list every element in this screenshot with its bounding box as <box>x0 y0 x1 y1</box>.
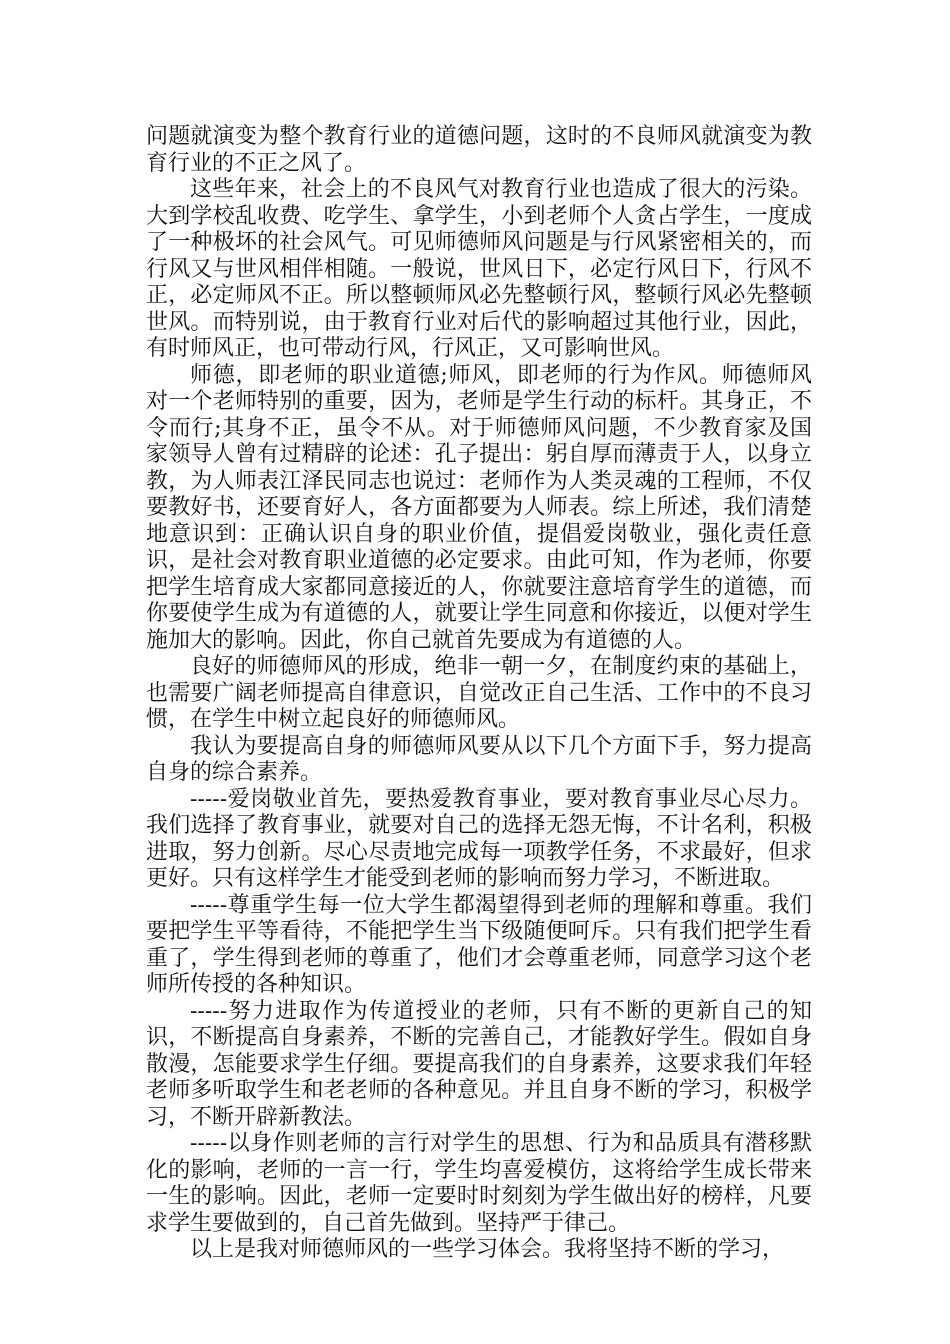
paragraph: -----尊重学生每一位大学生都渴望得到老师的理解和尊重。我们要把学生平等看待，不能把学生当下级随便呵斥。只有我们把学生看重了，学生得到老师的尊重了，他们才会尊重老师，同意学习这个老师所传授的各种知识。 <box>146 892 812 997</box>
body-text <box>146 124 812 1264</box>
paragraph: 我认为要提高自身的师德师风要从以下几个方面下手，努力提高自身的综合素养。 <box>146 733 812 785</box>
paragraph: 良好的师德师风的形成，绝非一朝一夕，在制度约束的基础上，也需要广阔老师提高自律意识，自觉改正自己生活、工作中的不良习惯，在学生中树立起良好的师德师风。 <box>146 654 812 732</box>
paragraph: -----爱岗敬业首先，要热爱教育事业，要对教育事业尽心尽力。我们选择了教育事业，就要对自己的选择无怨无悔，不计名利，积极进取，努力创新。尽心尽责地完成每一项教学任务，不求最好，但求更好。只有这样学生才能受到老师的影响而努力学习，不断进取。 <box>146 786 812 891</box>
paragraph: 问题就演变为整个教育行业的道德问题，这时的不良师风就演变为教育行业的不正之风了。 <box>146 124 812 176</box>
paragraph: 以上是我对师德师风的一些学习体会。我将坚持不断的学习， <box>190 1237 785 1262</box>
paragraph: 这些年来，社会上的不良风气对教育行业也造成了很大的污染。大到学校乱收费、吃学生、拿学生，小到老师个人贪占学生，一度成了一种极坏的社会风气。可见师德师风问题是与行风紧密相关的，而行风又与世风相伴相随。一般说，世风日下，必定行风日下，行风不正，必定师风不正。所以整顿师风必先整顿行风，整顿行风必先整顿世风。而特别说，由于教育行业对后代的影响超过其他行业，因此，有时师风正，也可带动行风，行风正，又可影响世风。 <box>146 177 812 361</box>
paragraph: 师德，即老师的职业道德;师风，即老师的行为作风。师德师风对一个老师特别的重要，因为，老师是学生行动的标杆。其身正，不令而行;其身不正，虽令不从。对于师德师风问题，不少教育家及国家领导人曾有过精辟的论述：孔子提出：躬自厚而薄责于人，以身立教，为人师表江泽民同志也说过：老师作为人类灵魂的工程师，不仅要教好书，还要育好人，各方面都要为人师表。综上所述，我们清楚地意识到：正确认识自身的职业价值，提倡爱岗敬业，强化责任意识，是社会对教育职业道德的必定要求。由此可知，作为老师，你要把学生培育成大家都同意接近的人，你就要注意培育学生的道德，而你要使学生成为有道德的人，就要让学生同意和你接近，以便对学生施加大的影响。因此，你自己就首先要成为有道德的人。 <box>146 362 812 653</box>
paragraph: -----以身作则老师的言行对学生的思想、行为和品质具有潜移默化的影响，老师的一言一行，学生均喜爱模仿，这将给学生成长带来一生的影响。因此，老师一定要时时刻刻为学生做出好的榜样，凡要求学生要做到的，自己首先做到。坚持严于律己。 <box>146 1131 812 1236</box>
paragraph: -----努力进取作为传道授业的老师，只有不断的更新自己的知识，不断提高自身素养，不断的完善自己，才能教好学生。假如自身散漫，怎能要求学生仔细。要提高我们的自身素养，这要求我们年轻老师多听取学生和老老师的各种意见。并且自身不断的学习，积极学习，不断开辟新教法。 <box>146 998 812 1130</box>
